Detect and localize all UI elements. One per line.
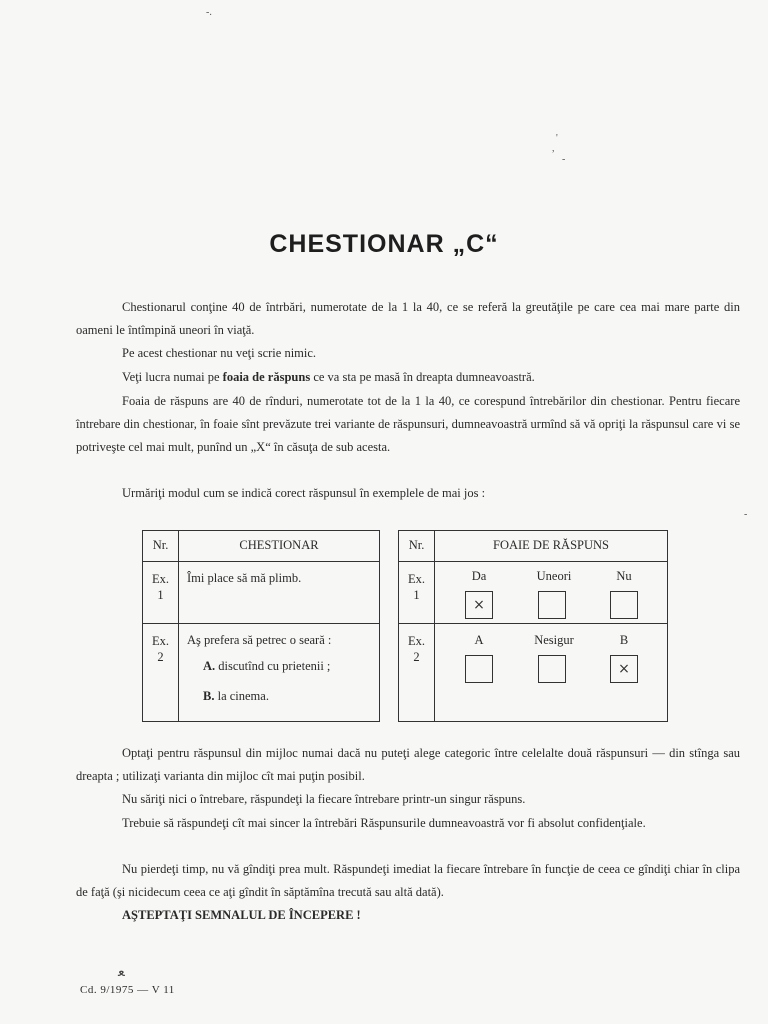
paragraph-text: Pe acest chestionar nu veţi scrie nimic. xyxy=(122,346,317,360)
intro-paragraph xyxy=(76,296,740,342)
example-2-question: Aş prefera să petrec o seară : xyxy=(187,633,332,647)
example-1-number xyxy=(399,571,434,603)
paragraph-text: Chestionarul conţine 40 de întrbări, numerotate de la 1 la 40, ce se referă la greutăţile pe care cea mai mare parte din oameni le întîmpină uneori în viaţă. xyxy=(76,300,740,337)
option-letter: A. xyxy=(203,659,216,673)
answer-option-nu: Nu xyxy=(616,569,632,583)
page-title: CHESTIONAR „C“ xyxy=(269,230,499,258)
document-code: Cd. 9/1975 — V 11 xyxy=(80,984,175,996)
answer-option-nesigur: Nesigur xyxy=(534,633,574,647)
example-label: Ex. xyxy=(151,572,169,586)
middle-option-paragraph xyxy=(76,742,740,788)
example-num: 1 xyxy=(413,588,420,602)
answer-checkbox-uneori[interactable] xyxy=(538,591,566,619)
scan-speck: ' xyxy=(556,133,558,144)
option-text: la cinema. xyxy=(214,689,269,703)
example-2-option-a xyxy=(203,659,330,674)
paragraph-text: Nu pierdeţi timp, nu vă gîndiţi prea mult. Răspundeţi imediat la fiecare întrebare în funcţie de ceea ce gîndiţi chiar în clipa de faţă (şi nicidecum ceea ce aţi gîndit în săptămîna trecută sau altă dată). xyxy=(76,862,740,899)
table-header-title: CHESTIONAR xyxy=(239,538,319,552)
paragraph-text: Veţi lucra numai pe xyxy=(122,370,223,384)
wait-signal-text: AŞTEPTAŢI SEMNALUL DE ÎNCEPERE ! xyxy=(122,908,361,922)
example-1-number xyxy=(143,571,178,603)
example-num: 2 xyxy=(157,650,164,664)
option-text: discutînd cu prietenii ; xyxy=(215,659,331,673)
paragraph-text: ce va sta pe masă în dreapta dumneavoastră. xyxy=(310,370,535,384)
paragraph-text: Urmăriţi modul cum se indică corect răspunsul în exemplele de mai jos : xyxy=(122,486,486,500)
paragraph-text: Foaia de răspuns are 40 de rînduri, numerotate tot de la 1 la 40, ce corespund întrebărilor din chestionar. Pentru fiecare întrebare din chestionar, în foaie sînt prevăzute trei variante de răspunsuri, dumneavoastră urmînd să vă opriţi la răspunsul care vi se potriveşte cel mai mult, punînd un „X“ în căsuţa de sub acesta. xyxy=(76,394,740,454)
answer-checkbox-a[interactable] xyxy=(465,655,493,683)
scan-speck: - xyxy=(744,509,748,520)
example-label: Ex. xyxy=(407,634,425,648)
answer-checkbox-nesigur[interactable] xyxy=(538,655,566,683)
speed-paragraph xyxy=(76,858,740,904)
answer-sheet-paragraph xyxy=(76,366,740,389)
example-num: 1 xyxy=(157,588,164,602)
example-num: 2 xyxy=(413,650,420,664)
paragraph-text: Nu săriţi nici o întrebare, răspundeţi la fiecare întrebare printr-un singur răspuns. xyxy=(122,792,526,806)
option-letter: B. xyxy=(203,689,215,703)
example-label: Ex. xyxy=(151,634,169,648)
table-header-nr: Nr. xyxy=(152,538,169,552)
paragraph-text: Optaţi pentru răspunsul din mijloc numai dacă nu puteţi alege categoric între celelalte două răspunsuri — din stînga sau dreapta ; utilizaţi varianta din mijloc cît mai puţin posibil. xyxy=(76,746,740,783)
handwritten-mark: ﻌ xyxy=(118,965,125,980)
example-2-number xyxy=(399,633,434,665)
answer-option-b: B xyxy=(619,633,629,647)
answer-sheet-example-table xyxy=(398,530,668,722)
scan-speck: - xyxy=(562,154,566,165)
scan-speck: -. xyxy=(206,7,212,18)
answer-sheet-emphasis: foaia de răspuns xyxy=(222,370,311,384)
sincerity-paragraph xyxy=(76,812,740,835)
examples-intro-paragraph xyxy=(76,482,740,505)
instructions-paragraph xyxy=(76,390,740,459)
answer-option-da: Da xyxy=(471,569,487,583)
answer-option-a: A xyxy=(474,633,484,647)
answer-option-uneori: Uneori xyxy=(536,569,572,583)
no-skip-paragraph xyxy=(76,788,740,811)
example-1-question: Îmi place să mă plimb. xyxy=(187,571,302,585)
no-writing-paragraph xyxy=(76,342,740,365)
wait-signal-paragraph xyxy=(76,904,740,927)
scan-speck: , xyxy=(552,143,555,154)
table-header-nr: Nr. xyxy=(408,538,425,552)
questionnaire-example-table xyxy=(142,530,380,722)
answer-checkbox-b[interactable]: × xyxy=(610,655,638,683)
paragraph-text: Trebuie să răspundeţi cît mai sincer la întrebări Răspunsurile dumneavoastră vor fi absolut confidenţiale. xyxy=(122,816,646,830)
table-header-title: FOAIE DE RĂSPUNS xyxy=(493,538,609,552)
example-2-number xyxy=(143,633,178,665)
answer-checkbox-nu[interactable] xyxy=(610,591,638,619)
example-label: Ex. xyxy=(407,572,425,586)
answer-checkbox-da[interactable]: × xyxy=(465,591,493,619)
example-2-option-b xyxy=(203,689,269,704)
